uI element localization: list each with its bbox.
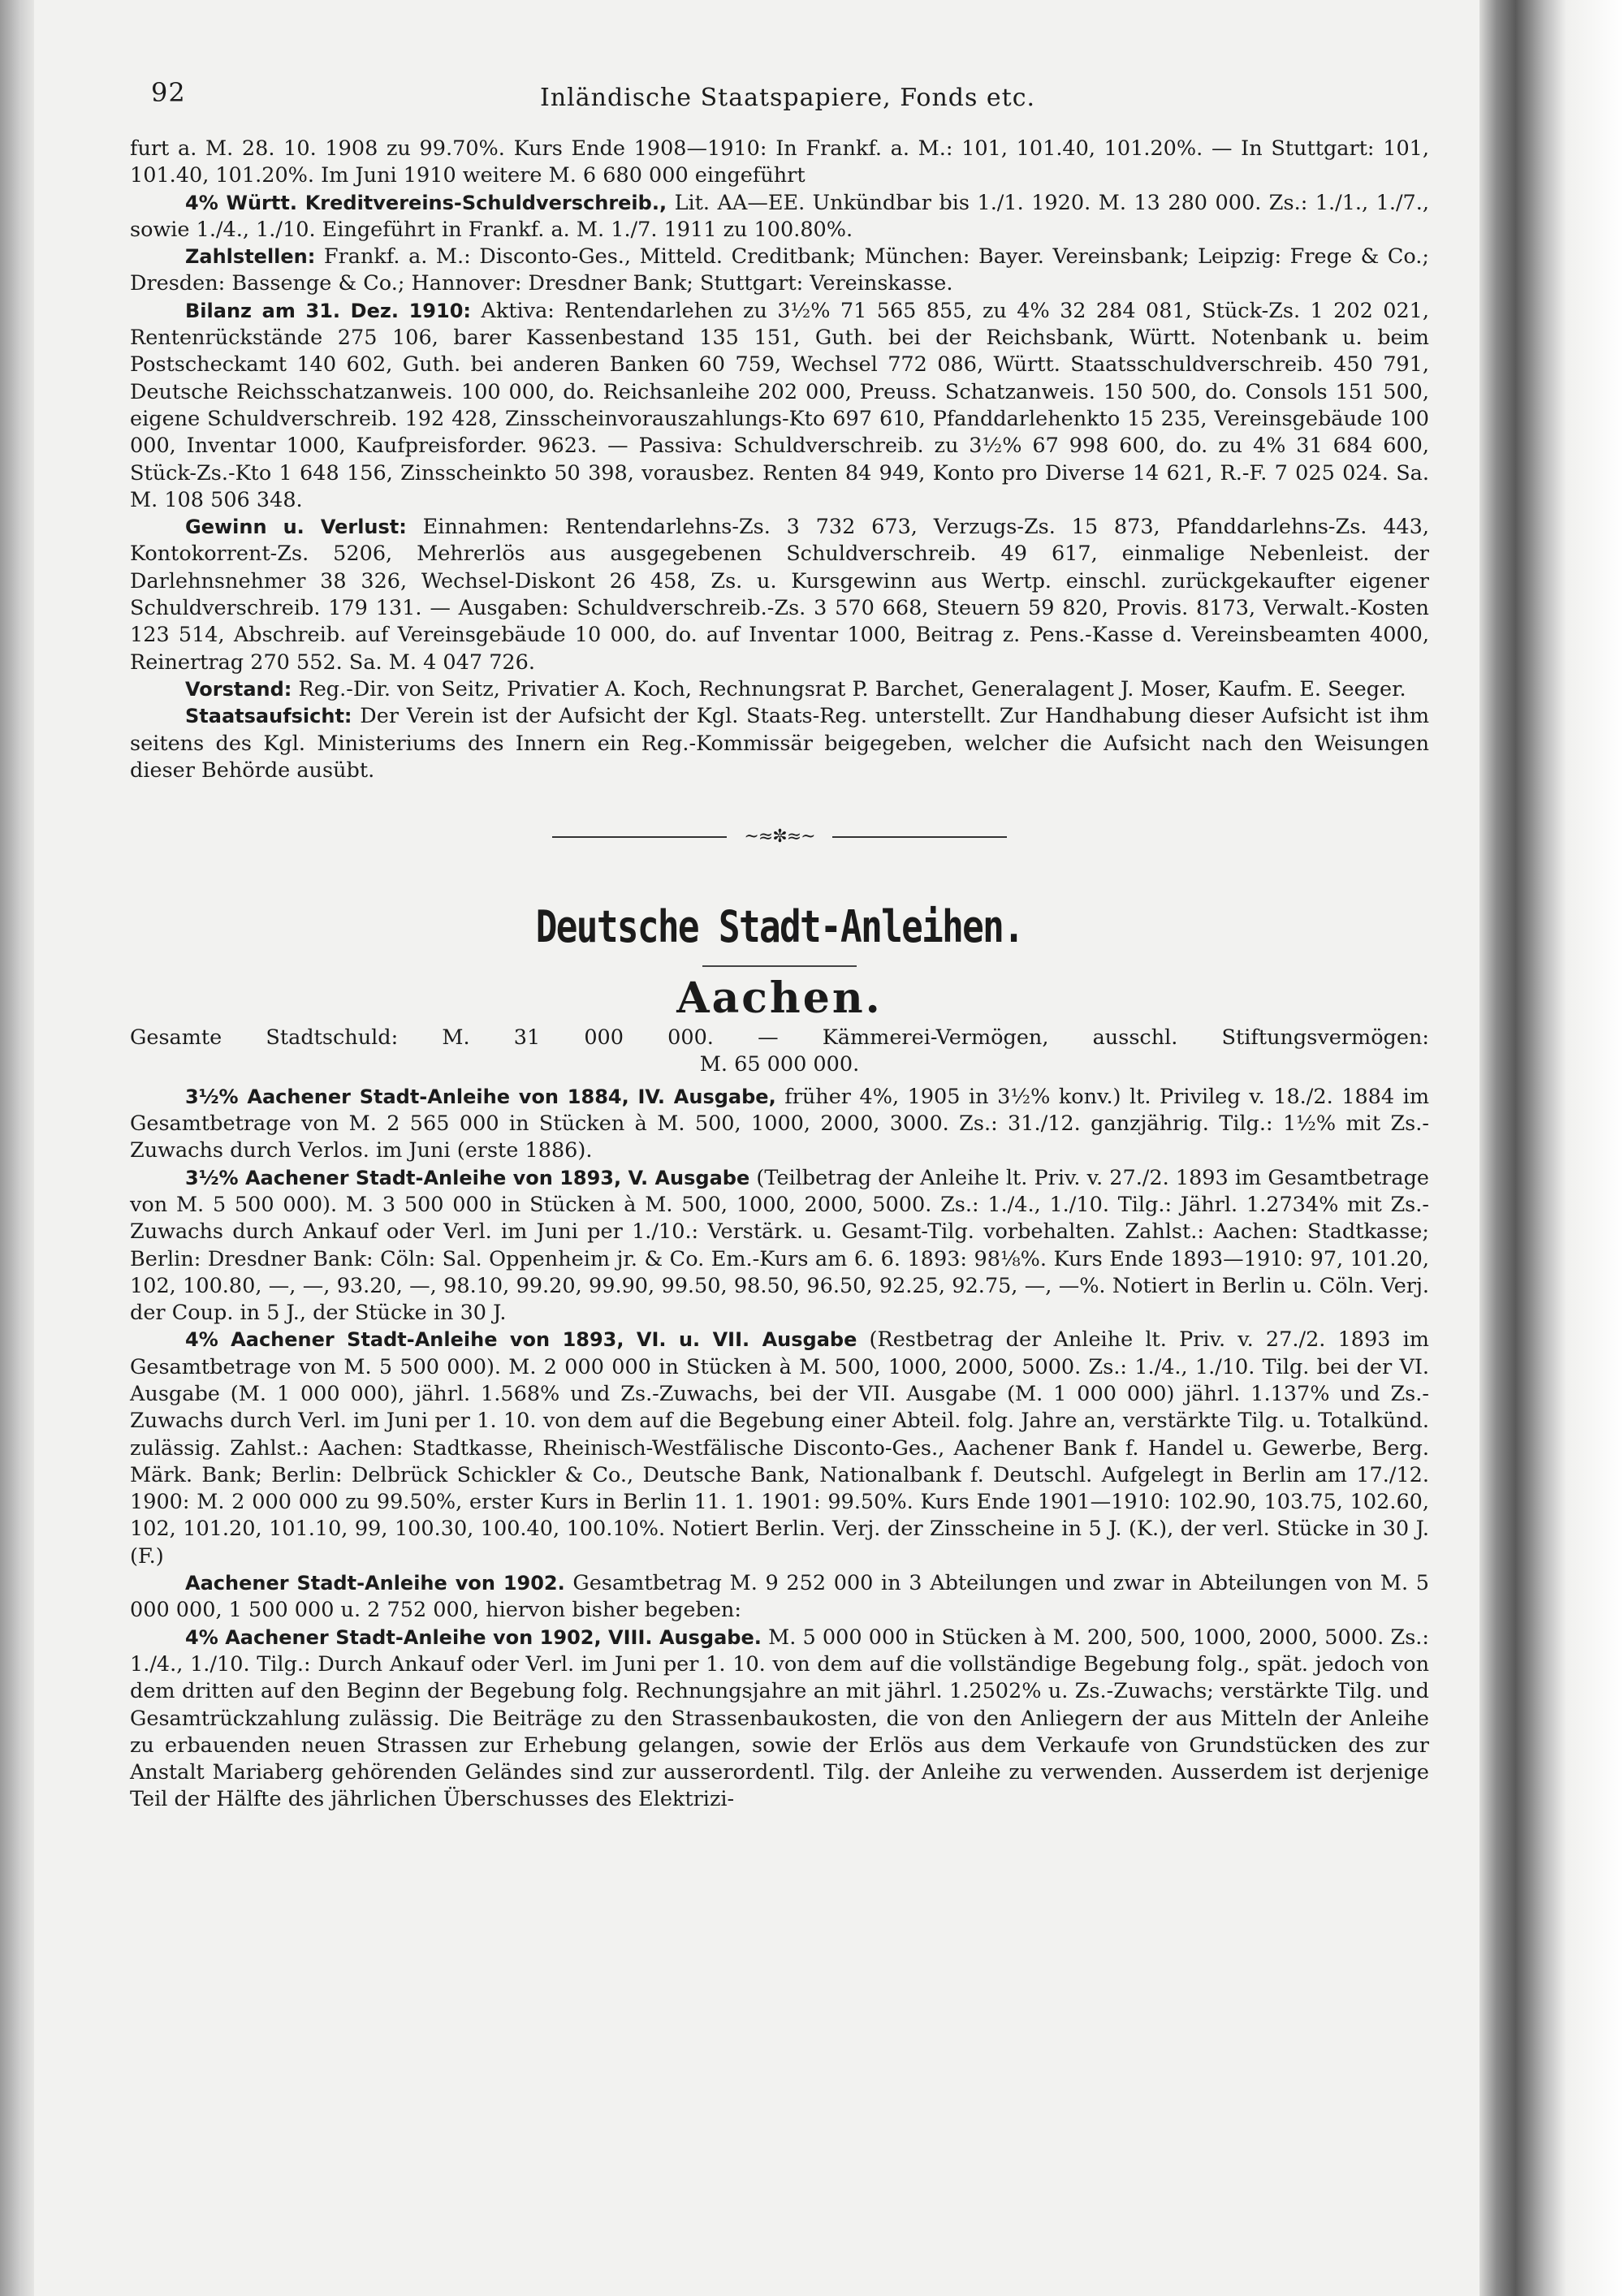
lead-anleihe-1902: Aachener Stadt-Anleihe von 1902.	[185, 1572, 565, 1595]
text-anleihe-1884: früher 4%, 1905 in 3½% konv.) lt. Privileg v. 18./2. 1884 im Gesamtbetrage von M. 2 565 000 in Stücken à M. 500, 1000, 2000, 3000. Zs.: 31./12. ganzjährig. Tilg.: 1½% mit Zs.-Zuwachs durch Verlos. im Juni (erste 1886).	[130, 1084, 1429, 1163]
text-vorstand: Reg.-Dir. von Seitz, Privatier A. Koch, Rechnungsrat P. Barchet, Generalagent J. Moser, Kaufm. E. Seeger.	[292, 676, 1406, 701]
left-page-edge	[0, 0, 34, 2296]
header-title: Inländische Staatspapiere, Fonds etc.	[540, 84, 1036, 112]
top-section-text	[130, 136, 1429, 784]
paragraph-kurs: furt a. M. 28. 10. 1908 zu 99.70%. Kurs Ende 1908—1910: In Frankf. a. M.: 101, 101.40, 101.20%. — In Stuttgart: 101, 101.40, 101.20%. Im Juni 1910 weitere M. 6 680 000 eingeführt	[130, 136, 1429, 188]
divider-line-right	[832, 836, 1007, 838]
paragraph-anleihe-1893-vi	[130, 1327, 1429, 1570]
section-divider-ornament	[552, 826, 1007, 848]
page-number: 92	[151, 77, 186, 108]
paragraph-anleihe-1902-viii	[130, 1625, 1429, 1814]
paragraph-gewinn	[130, 514, 1429, 676]
lead-anleihe-1893-vi: 4% Aachener Stadt-Anleihe von 1893, VI. u. VII. Ausgabe	[185, 1328, 857, 1352]
lead-staatsaufsicht: Staatsaufsicht:	[185, 705, 352, 728]
paragraph-anleihe-1884	[130, 1084, 1429, 1165]
divider-line-left	[552, 836, 727, 838]
paragraph-anleihe-1893-v	[130, 1165, 1429, 1327]
section-title: Deutsche Stadt-Anleihen.	[535, 901, 1024, 953]
city-section-text	[130, 1084, 1429, 1814]
text-staatsaufsicht: Der Verein ist der Aufsicht der Kgl. Staats-Reg. unterstellt. Zur Handhabung dieser Aufsicht ist ihm seitens des Kgl. Ministeriums des Innern ein Reg.-Kommissär beigegeben, welcher die Aufsicht nach den Weisungen dieser Behörde ausübt.	[130, 704, 1429, 783]
right-page-edge	[1479, 0, 1624, 2296]
text-anleihe-1893-vi: (Restbetrag der Anleihe lt. Priv. v. 27./2. 1893 im Gesamtbetrage von M. 5 500 000). M. 2 000 000 in Stücken à M. 500, 1000, 2000, 5000. Zs.: 1./4., 1./10. Tilg. bei der VI. Ausgabe (M. 1 000 000), jährl. 1.568% und Zs.-Zuwachs, bei der VII. Ausgabe (M. 1 000 000) jährl. 1.137% und Zs.-Zuwachs durch Verl. im Juni per 1. 10. von dem auf die Begebung einer Abteil. folg. Jahre an, verstärkte Tilg. u. Totalkünd. zulässig. Zahlst.: Aachen: Stadtkasse, Rheinisch-Westfälische Disconto-Ges., Aachener Bank f. Handel u. Gewerbe, Berg. Märk. Bank; Berlin: Delbrück Schickler & Co., Deutsche Bank, Nationalbank f. Deutschl. Aufgelegt in Berlin am 17./12. 1900: M. 2 000 000 zu 99.50%, erster Kurs in Berlin 11. 1. 1901: 99.50%. Kurs Ende 1901—1910: 102.90, 103.75, 102.60, 102, 101.20, 101.10, 99, 100.30, 100.40, 100.10%. Notiert Berlin. Verj. der Zinsscheine in 5 J. (K.), der verl. Stücke in 30 J. (F.)	[130, 1327, 1429, 1569]
lead-anleihe-1884: 3½% Aachener Stadt-Anleihe von 1884, IV. Ausgabe,	[185, 1085, 776, 1108]
text-anleihe-1893-v: (Teilbetrag der Anleihe lt. Priv. v. 27./2. 1893 im Gesamtbetrage von M. 5 500 000). M. 3 500 000 in Stücken à M. 500, 1000, 2000, 5000. Zs.: 1./4., 1./10. Tilg.: Jährl. 1.2734% mit Zs.-Zuwachs durch Ankauf oder Verl. im Juni per 1./10.: Verstärk. u. Gesamt-Tilg. vorbehalten. Zahlst.: Aachen: Stadtkasse; Berlin: Dresdner Bank: Cöln: Sal. Oppenheim jr. & Co. Em.-Kurs am 6. 6. 1893: 98⅛%. Kurs Ende 1893—1910: 97, 101.20, 102, 100.80, —, —, 93.20, —, 98.10, 99.20, 99.90, 99.50, 98.50, 96.50, 92.25, 92.75, —, —%. Notiert in Berlin u. Cöln. Verj. der Coup. in 5 J., der Stücke in 30 J.	[130, 1165, 1429, 1326]
city-debt-line: Gesamte Stadtschuld: M. 31 000 000. — Kämmerei-Vermögen, ausschl. Stiftungsvermögen:	[130, 1025, 1429, 1051]
lead-anleihe-1902-viii: 4% Aachener Stadt-Anleihe von 1902, VIII. Ausgabe.	[185, 1625, 762, 1649]
lead-bilanz: Bilanz am 31. Dez. 1910:	[185, 299, 471, 322]
page-content	[130, 77, 1429, 1814]
running-head	[130, 77, 1429, 126]
paragraph-kreditverein	[130, 190, 1429, 244]
paragraph-staatsaufsicht	[130, 703, 1429, 784]
text-anleihe-1902-viii: M. 5 000 000 in Stücken à M. 200, 500, 1000, 2000, 5000. Zs.: 1./4., 1./10. Tilg.: Durch Ankauf oder Verl. im Juni per 1. 10. von dem auf die vollständige Begebung folg., spät. jedoch von dem dritten auf den Beginn der Begebung folg. Rechnungsjahre an mit jährl. 1.2502% u. Zs.-Zuwachs; verstärkte Tilg. und Gesamtrückzahlung zulässig. Die Beiträge zu den Strassenbaukosten, die von den Anliegern der aus Mitteln der Anleihe zu erbauenden neuen Strassen zur Erhebung gelangen, sowie der Erlös aus dem Verkaufe von Grundstücken des zur Anstalt Mariaberg gehörenden Geländes sind zur ausserordentl. Tilg. der Anleihe zu verwenden. Ausserdem ist derjenige Teil der Hälfte des jährlichen Überschusses des Elektrizi-	[130, 1625, 1429, 1812]
lead-vorstand: Vorstand:	[185, 677, 292, 701]
city-assets-line: M. 65 000 000.	[699, 1052, 860, 1077]
title-rule	[702, 965, 857, 967]
lead-anleihe-1893-v: 3½% Aachener Stadt-Anleihe von 1893, V. Ausgabe	[185, 1166, 750, 1189]
paragraph-anleihe-1902	[130, 1570, 1429, 1625]
paragraph-zahlstellen	[130, 244, 1429, 298]
city-heading: Aachen.	[676, 973, 883, 1024]
divider-flourish: ~≈✼≈~	[744, 826, 815, 848]
lead-zahlstellen: Zahlstellen:	[185, 245, 316, 269]
text-anleihe-1902: Gesamtbetrag M. 9 252 000 in 3 Abteilungen und zwar in Abteilungen von M. 5 000 000, 1 500 000 u. 2 752 000, hiervon bisher begeben:	[130, 1571, 1429, 1623]
paragraph-vorstand	[130, 676, 1429, 703]
text-zahlstellen: Frankf. a. M.: Disconto-Ges., Mitteld. Creditbank; München: Bayer. Vereinsbank; Leipzig: Frege & Co.; Dresden: Bassenge & Co.; Hannover: Dresdner Bank; Stuttgart: Vereinskasse.	[130, 244, 1429, 296]
lead-kreditverein: 4% Württ. Kreditvereins-Schuldverschreib.,	[185, 191, 667, 214]
text-bilanz: Aktiva: Rentendarlehen zu 3½% 71 565 855, zu 4% 32 284 081, Stück-Zs. 1 202 021, Rentenrückstände 275 106, barer Kassenbestand 135 151, Guth. bei der Reichsbank, Württ. Notenbank u. beim Postscheckamt 140 602, Guth. bei anderen Banken 60 759, Wechsel 772 086, Württ. Staatsschuldverschreib. 450 791, Deutsche Reichsschatzanweis. 100 000, do. Reichsanleihe 202 000, Preuss. Schatzanweis. 150 500, do. Consols 151 500, eigene Schuldverschreib. 192 428, Zinsscheinvorauszahlungs-Kto 697 610, Pfanddarlehenkto 15 235, Vereinsgebäude 100 000, Inventar 1000, Kaufpreisforder. 9623. — Passiva: Schuldverschreib. zu 3½% 67 998 600, do. zu 4% 31 684 600, Stück-Zs.-Kto 1 648 156, Zinsscheinkto 50 398, vorausbez. Renten 84 949, Konto pro Diverse 14 621, R.-F. 7 025 024. Sa. M. 108 506 348.	[130, 298, 1429, 512]
text-gewinn: Einnahmen: Rentendarlehns-Zs. 3 732 673, Verzugs-Zs. 15 873, Pfanddarlehns-Zs. 443, Kontokorrent-Zs. 5206, Mehrerlös aus ausgegebenen Schuldverschreib. 49 617, einmalige Nebenleist. der Darlehnsnehmer 38 326, Wechsel-Diskont 26 458, Zs. u. Kursgewinn aus Wertp. einschl. zurückgekaufter eigener Schuldverschreib. 179 131. — Ausgaben: Schuldverschreib.-Zs. 3 570 668, Steuern 59 820, Provis. 8173, Verwalt.-Kosten 123 514, Abschreib. auf Vereinsgebäude 10 000, do. auf Inventar 1000, Beitrag z. Pens.-Kasse d. Vereinsbeamten 4000, Reinertrag 270 552. Sa. M. 4 047 726.	[130, 515, 1429, 675]
text-kreditverein: Lit. AA—EE. Unkündbar bis 1./1. 1920. M. 13 280 000. Zs.: 1./1., 1./7., sowie 1./4., 1./10. Eingeführt in Frankf. a. M. 1./7. 1911 zu 100.80%.	[130, 190, 1429, 242]
paragraph-bilanz	[130, 298, 1429, 514]
lead-gewinn: Gewinn u. Verlust:	[185, 516, 407, 539]
